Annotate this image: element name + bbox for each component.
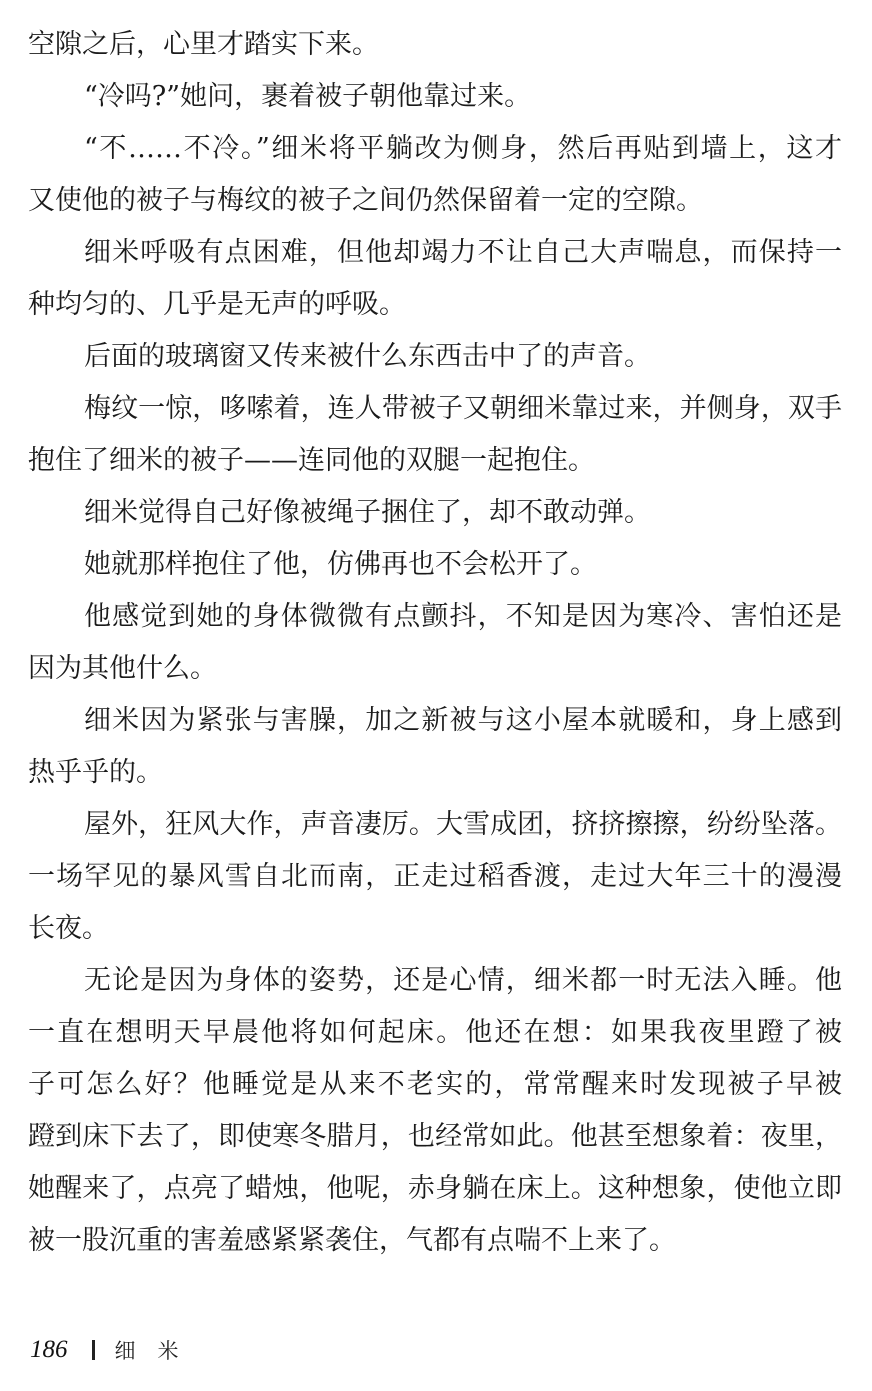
paragraph xyxy=(28,695,842,799)
paragraph xyxy=(28,799,842,955)
text-line: 热乎乎的。 xyxy=(28,757,163,788)
text-line: 种均匀的、几乎是无声的呼吸。 xyxy=(28,289,406,320)
text-line: 梅纹一惊，哆嗦着，连人带被子又朝细米靠过来，并侧身，双手 xyxy=(84,393,842,424)
text-line: 细米觉得自己好像被绳子捆住了，却不敢动弹。 xyxy=(84,497,651,528)
paragraph xyxy=(28,123,842,227)
paragraph xyxy=(28,539,842,591)
text-line: 子可怎么好？他睡觉是从来不老实的，常常醒来时发现被子早被 xyxy=(28,1069,842,1100)
text-line: 被一股沉重的害羞感紧紧袭住，气都有点喘不上来了。 xyxy=(28,1225,676,1256)
text-line: 长夜。 xyxy=(28,913,109,944)
paragraph xyxy=(28,383,842,487)
body-text xyxy=(28,19,842,1267)
text-line: 抱住了细米的被子——连同他的双腿一起抱住。 xyxy=(28,445,595,476)
paragraph xyxy=(28,19,842,71)
paragraph xyxy=(28,71,842,123)
text-line: 细米因为紧张与害臊，加之新被与这小屋本就暖和，身上感到 xyxy=(84,705,842,736)
text-line: 空隙之后，心里才踏实下来。 xyxy=(28,29,379,60)
text-line: 屋外，狂风大作，声音凄厉。大雪成团，挤挤擦擦，纷纷坠落。 xyxy=(84,809,842,840)
page-number: 186 xyxy=(30,1336,68,1363)
paragraph xyxy=(28,227,842,331)
text-line: “冷吗?”她问，裹着被子朝他靠过来。 xyxy=(84,81,532,112)
text-line: 她就那样抱住了他，仿佛再也不会松开了。 xyxy=(84,549,597,580)
text-line: 她醒来了，点亮了蜡烛，他呢，赤身躺在床上。这种想象，使他立即 xyxy=(28,1173,842,1204)
paragraph xyxy=(28,487,842,539)
text-line: 无论是因为身体的姿势，还是心情，细米都一时无法入睡。他 xyxy=(84,965,842,996)
text-line: 因为其他什么。 xyxy=(28,653,217,684)
text-line: 蹬到床下去了，即使寒冬腊月，也经常如此。他甚至想象着：夜里， xyxy=(28,1121,842,1152)
paragraph xyxy=(28,331,842,383)
paragraph xyxy=(28,955,842,1267)
text-line: 一直在想明天早晨他将如何起床。他还在想：如果我夜里蹬了被 xyxy=(28,1017,842,1048)
text-line: 他感觉到她的身体微微有点颤抖，不知是因为寒冷、害怕还是 xyxy=(84,601,842,632)
text-line: “不……不冷。”细米将平躺改为侧身，然后再贴到墙上，这才 xyxy=(84,133,842,164)
page-footer xyxy=(30,1330,201,1370)
paragraph xyxy=(28,591,842,695)
footer-separator xyxy=(92,1340,95,1360)
running-title: 细米 xyxy=(114,1339,201,1363)
text-line: 一场罕见的暴风雪自北而南，正走过稻香渡，走过大年三十的漫漫 xyxy=(28,861,842,892)
text-line: 后面的玻璃窗又传来被什么东西击中了的声音。 xyxy=(84,341,651,372)
text-line: 细米呼吸有点困难，但他却竭力不让自己大声喘息，而保持一 xyxy=(84,237,842,268)
text-line: 又使他的被子与梅纹的被子之间仍然保留着一定的空隙。 xyxy=(28,185,703,216)
